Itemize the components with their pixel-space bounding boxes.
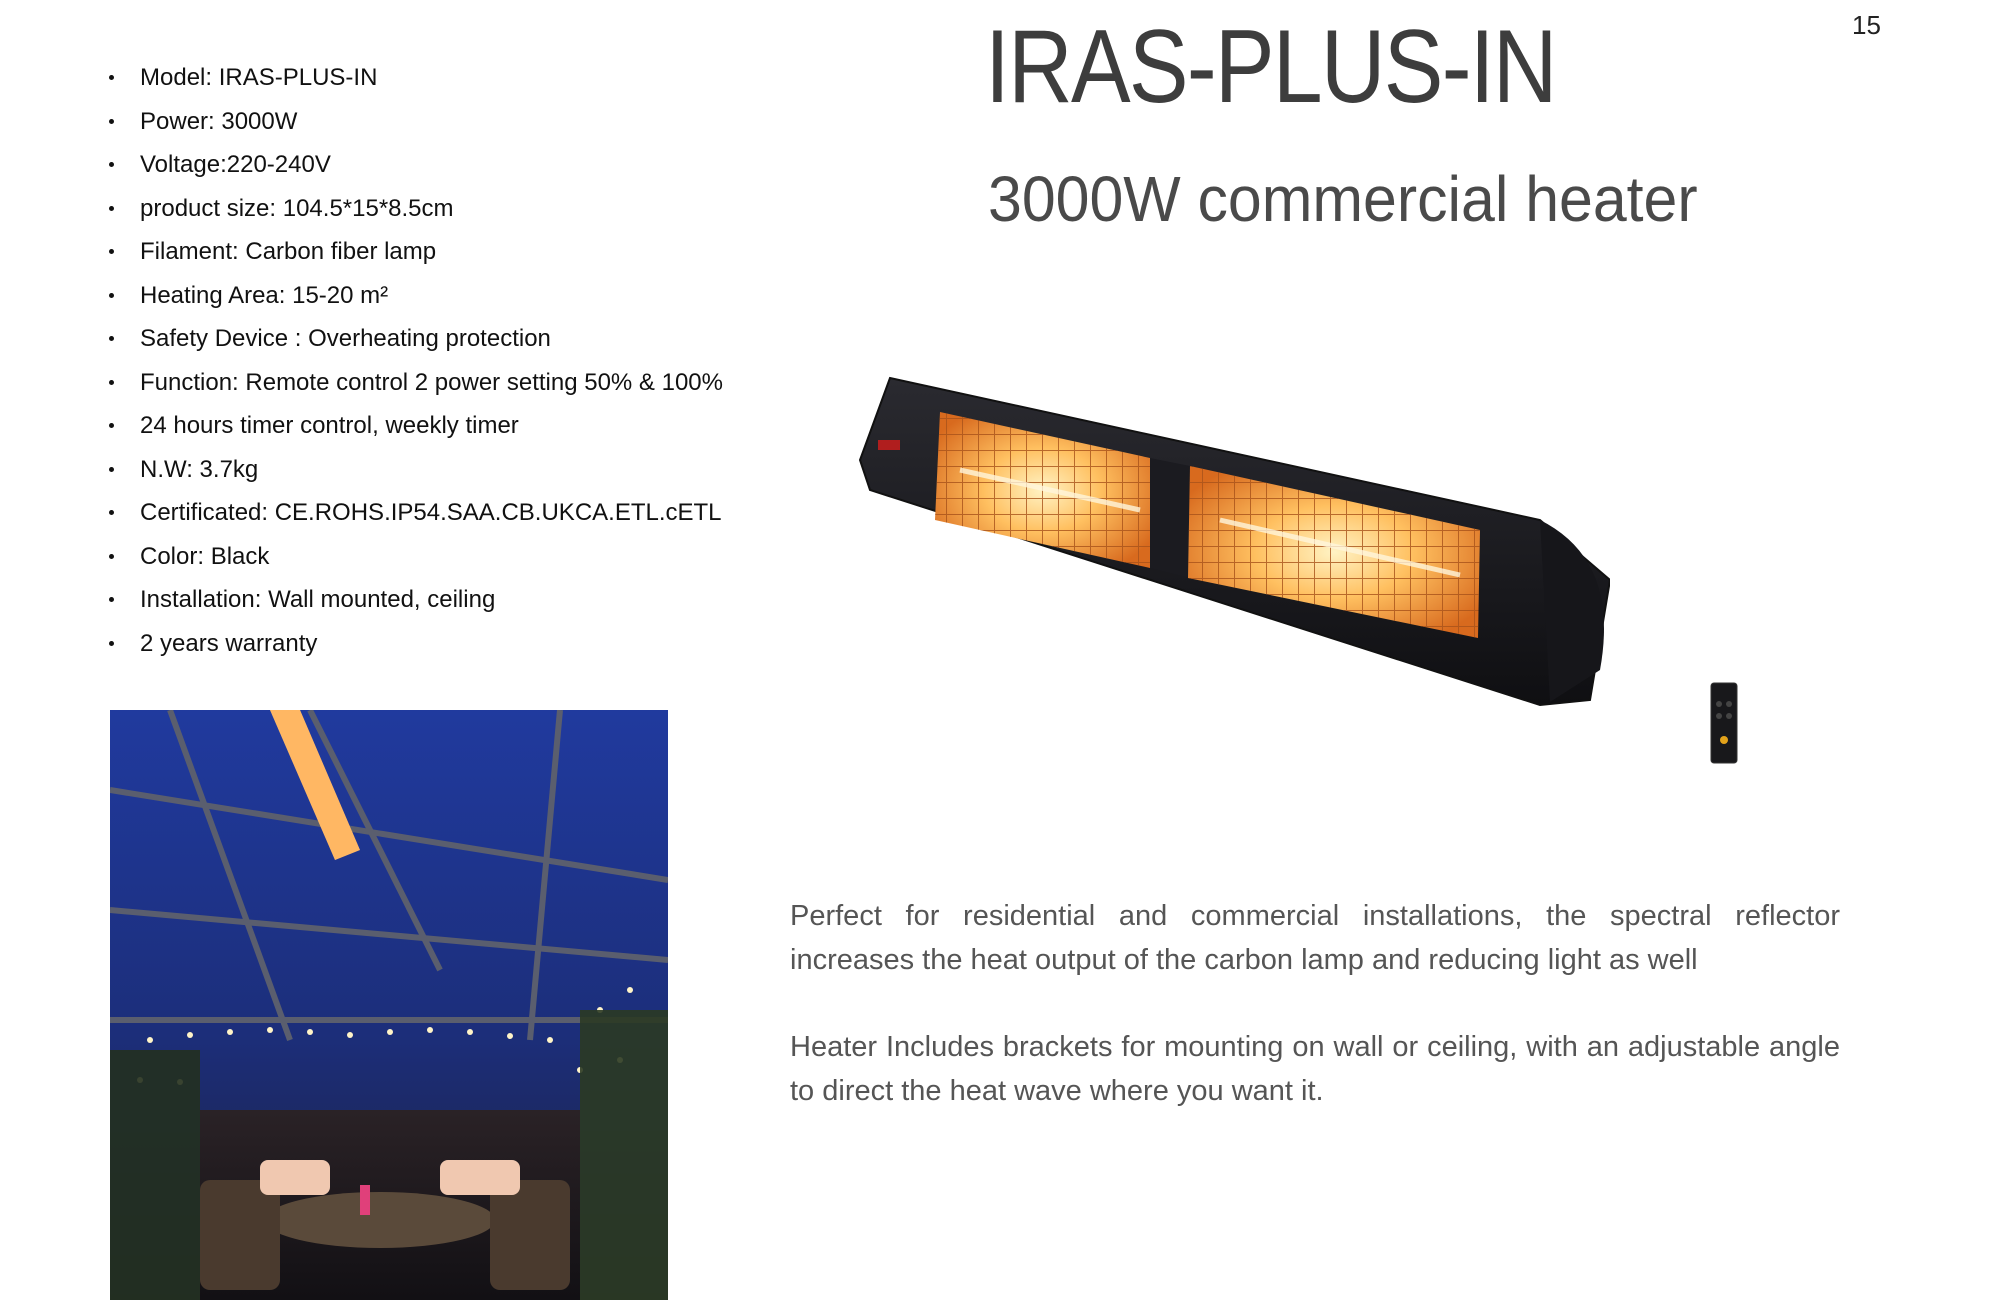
spec-item [102, 143, 723, 187]
spec-item [102, 56, 723, 100]
spec-item [102, 230, 723, 274]
spec-item [102, 448, 723, 492]
spec-text: Voltage:220-240V [140, 151, 331, 178]
spec-item [102, 578, 723, 622]
spec-text: Color: Black [140, 542, 270, 570]
spec-item [102, 274, 723, 318]
spec-text: product size: 104.5*15*8.5cm [140, 194, 454, 222]
remote-logo-icon [1720, 736, 1728, 744]
bullet-icon [109, 75, 114, 80]
spec-item [102, 361, 723, 405]
spec-text: N.W: 3.7kg [140, 455, 259, 483]
description-paragraph: Perfect for residential and commercial installations, the spectral reflector increases the heat output of the carbon lamp and reducing light as well [790, 900, 1840, 976]
bullet-icon [109, 423, 114, 428]
bullet-icon [109, 162, 114, 167]
bullet-icon [109, 467, 114, 472]
spec-text: Power: 3000W [140, 107, 298, 135]
led-display-icon [878, 440, 900, 450]
patio-installation-photo [110, 710, 668, 1300]
spec-text: Function: Remote control 2 power setting 50% & 100% [140, 368, 723, 396]
heater-product-image [850, 370, 1610, 720]
bullet-icon [109, 293, 114, 298]
spec-text: Certificated: CE.ROHS.IP54.SAA.CB.UKCA.ETL.cETL [140, 499, 722, 526]
bullet-icon [109, 641, 114, 646]
spec-item [102, 622, 723, 666]
spec-item [102, 187, 723, 231]
bullet-icon [109, 336, 114, 341]
spec-item [102, 535, 723, 579]
bullet-icon [109, 119, 114, 124]
remote-control-image [1710, 682, 1738, 764]
bullet-icon [109, 206, 114, 211]
spec-text: Heating Area: 15-20 m² [140, 281, 389, 309]
bullet-icon [109, 380, 114, 385]
description-paragraph: Heater Includes brackets for mounting on wall or ceiling, with an adjustable angle to direct the heat wave where you want it. [790, 1031, 1840, 1107]
spec-text: Safety Device : Overheating protection [140, 325, 551, 352]
spec-text: 2 years warranty [140, 629, 318, 657]
spec-list [102, 56, 723, 665]
spec-text: Filament: Carbon fiber lamp [140, 238, 437, 265]
spec-text: Model: IRAS-PLUS-IN [140, 64, 378, 91]
spec-item [102, 317, 723, 361]
bullet-icon [109, 554, 114, 559]
bullet-icon [109, 510, 114, 515]
spec-item [102, 100, 723, 144]
page-number: 15 [1852, 10, 1881, 40]
spec-text: 24 hours timer control, weekly timer [140, 412, 519, 439]
product-subtitle: 3000W commercial heater [988, 163, 1698, 235]
bullet-icon [109, 249, 114, 254]
spec-item [102, 491, 723, 535]
spec-item [102, 404, 723, 448]
product-title: IRAS-PLUS-IN [985, 9, 1556, 125]
bullet-icon [109, 597, 114, 602]
spec-text: Installation: Wall mounted, ceiling [140, 586, 496, 613]
